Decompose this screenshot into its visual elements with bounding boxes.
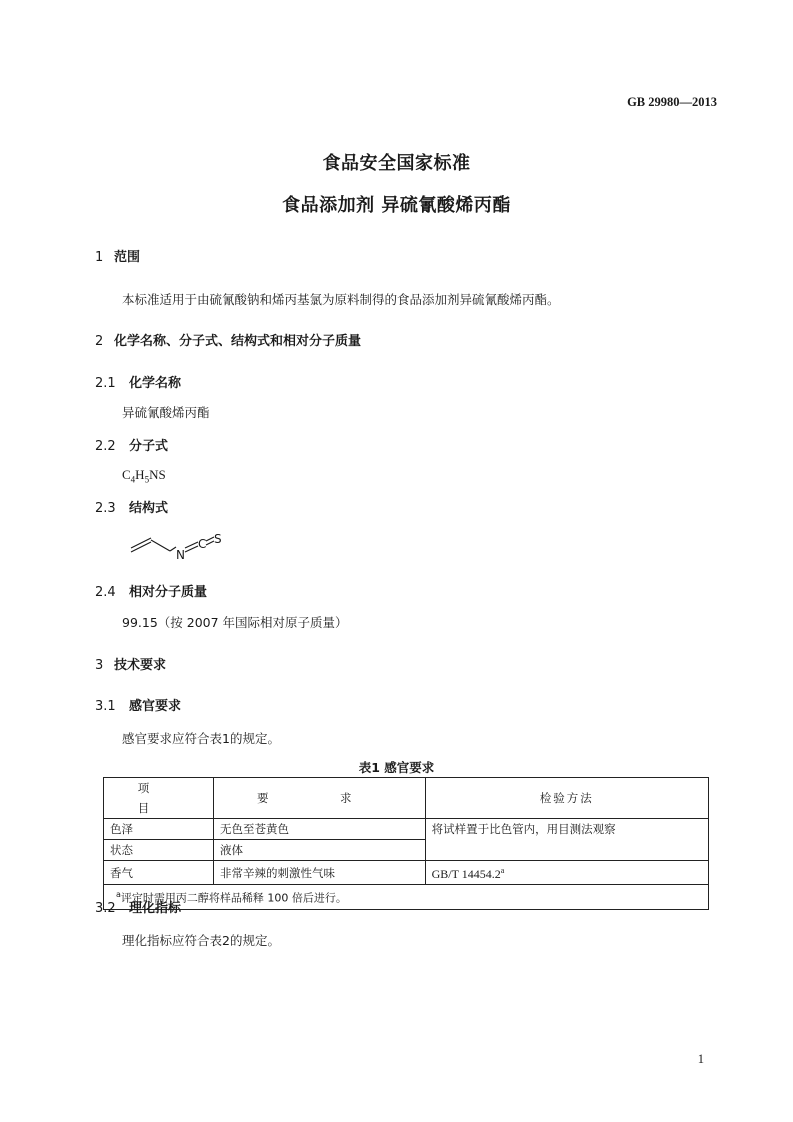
atom-c: C	[198, 537, 207, 551]
standard-number: GB 29980—2013	[627, 95, 717, 109]
structural-formula	[128, 530, 228, 566]
item-cell: 香气	[104, 861, 214, 885]
section-3-1-heading	[95, 695, 181, 714]
method-cell: GB/T 14454.2$^a$	[425, 861, 708, 885]
table-row	[104, 861, 709, 885]
column-header: 要 求	[213, 778, 425, 819]
section-3-2-heading	[95, 897, 181, 916]
section-2-4-heading	[95, 581, 207, 600]
item-cell: 色泽	[104, 819, 214, 840]
atom-s: S	[214, 532, 222, 546]
section-number: 2.1	[95, 376, 116, 391]
table-footnote-row	[104, 885, 709, 910]
table-footnote: $^a$评定时需用丙二醇将样品稀释 100 倍后进行。	[104, 885, 709, 910]
item-cell: 状态	[104, 840, 214, 861]
table-header-row	[104, 778, 709, 819]
section-number: 3.2	[95, 901, 116, 916]
column-header: 项 目	[104, 778, 214, 819]
requirement-cell: 液体	[213, 840, 425, 861]
section-2-1-heading	[95, 372, 181, 391]
section-2-3-heading	[95, 497, 168, 516]
table-row	[104, 819, 709, 840]
section-title: 分子式	[129, 439, 169, 454]
section-2-heading	[95, 330, 361, 349]
column-header: 检验方法	[425, 778, 708, 819]
section-title: 化学名称、分子式、结构式和相对分子质量	[114, 334, 362, 349]
section-title: 感官要求	[129, 699, 182, 714]
document-subtitle: 食品添加剂 异硫氰酸烯丙酯	[282, 195, 511, 216]
sensory-requirements-table	[103, 777, 709, 910]
section-title: 技术要求	[114, 658, 167, 673]
molecular-formula: $C_4H_5NS$	[122, 467, 166, 485]
section-3-1-body: 感官要求应符合表1的规定。	[122, 731, 280, 746]
section-number: 2.3	[95, 501, 116, 516]
atom-n: N	[176, 548, 185, 562]
section-title: 范围	[114, 250, 141, 265]
section-3-2-body: 理化指标应符合表2的规定。	[122, 933, 280, 948]
section-title: 相对分子质量	[129, 585, 208, 600]
document-title: 食品安全国家标准	[322, 153, 471, 174]
requirement-cell: 无色至苍黄色	[213, 819, 425, 840]
section-1-heading	[95, 246, 140, 265]
section-title: 化学名称	[129, 376, 182, 391]
section-number: 3.1	[95, 699, 116, 714]
relative-molecular-mass: 99.15（按 2007 年国际相对原子质量）	[122, 615, 348, 630]
section-title: 结构式	[129, 501, 169, 516]
section-1-body: 本标准适用于由硫氰酸钠和烯丙基氯为原料制得的食品添加剂异硫氰酸烯丙酯。	[122, 292, 560, 307]
requirement-cell: 非常辛辣的刺激性气味	[213, 861, 425, 885]
section-2-2-heading	[95, 435, 168, 454]
page-number: 1	[697, 1052, 704, 1066]
section-number: 1	[95, 250, 104, 265]
method-cell: 将试样置于比色管内，用目测法观察	[425, 819, 708, 861]
chemical-name: 异硫氰酸烯丙酯	[122, 405, 210, 420]
section-number: 2.4	[95, 585, 116, 600]
section-title: 理化指标	[129, 901, 182, 916]
section-number: 2	[95, 334, 104, 349]
section-3-heading	[95, 654, 166, 673]
section-number: 3	[95, 658, 104, 673]
section-number: 2.2	[95, 439, 116, 454]
table-1-caption: 表1 感官要求	[358, 760, 435, 775]
